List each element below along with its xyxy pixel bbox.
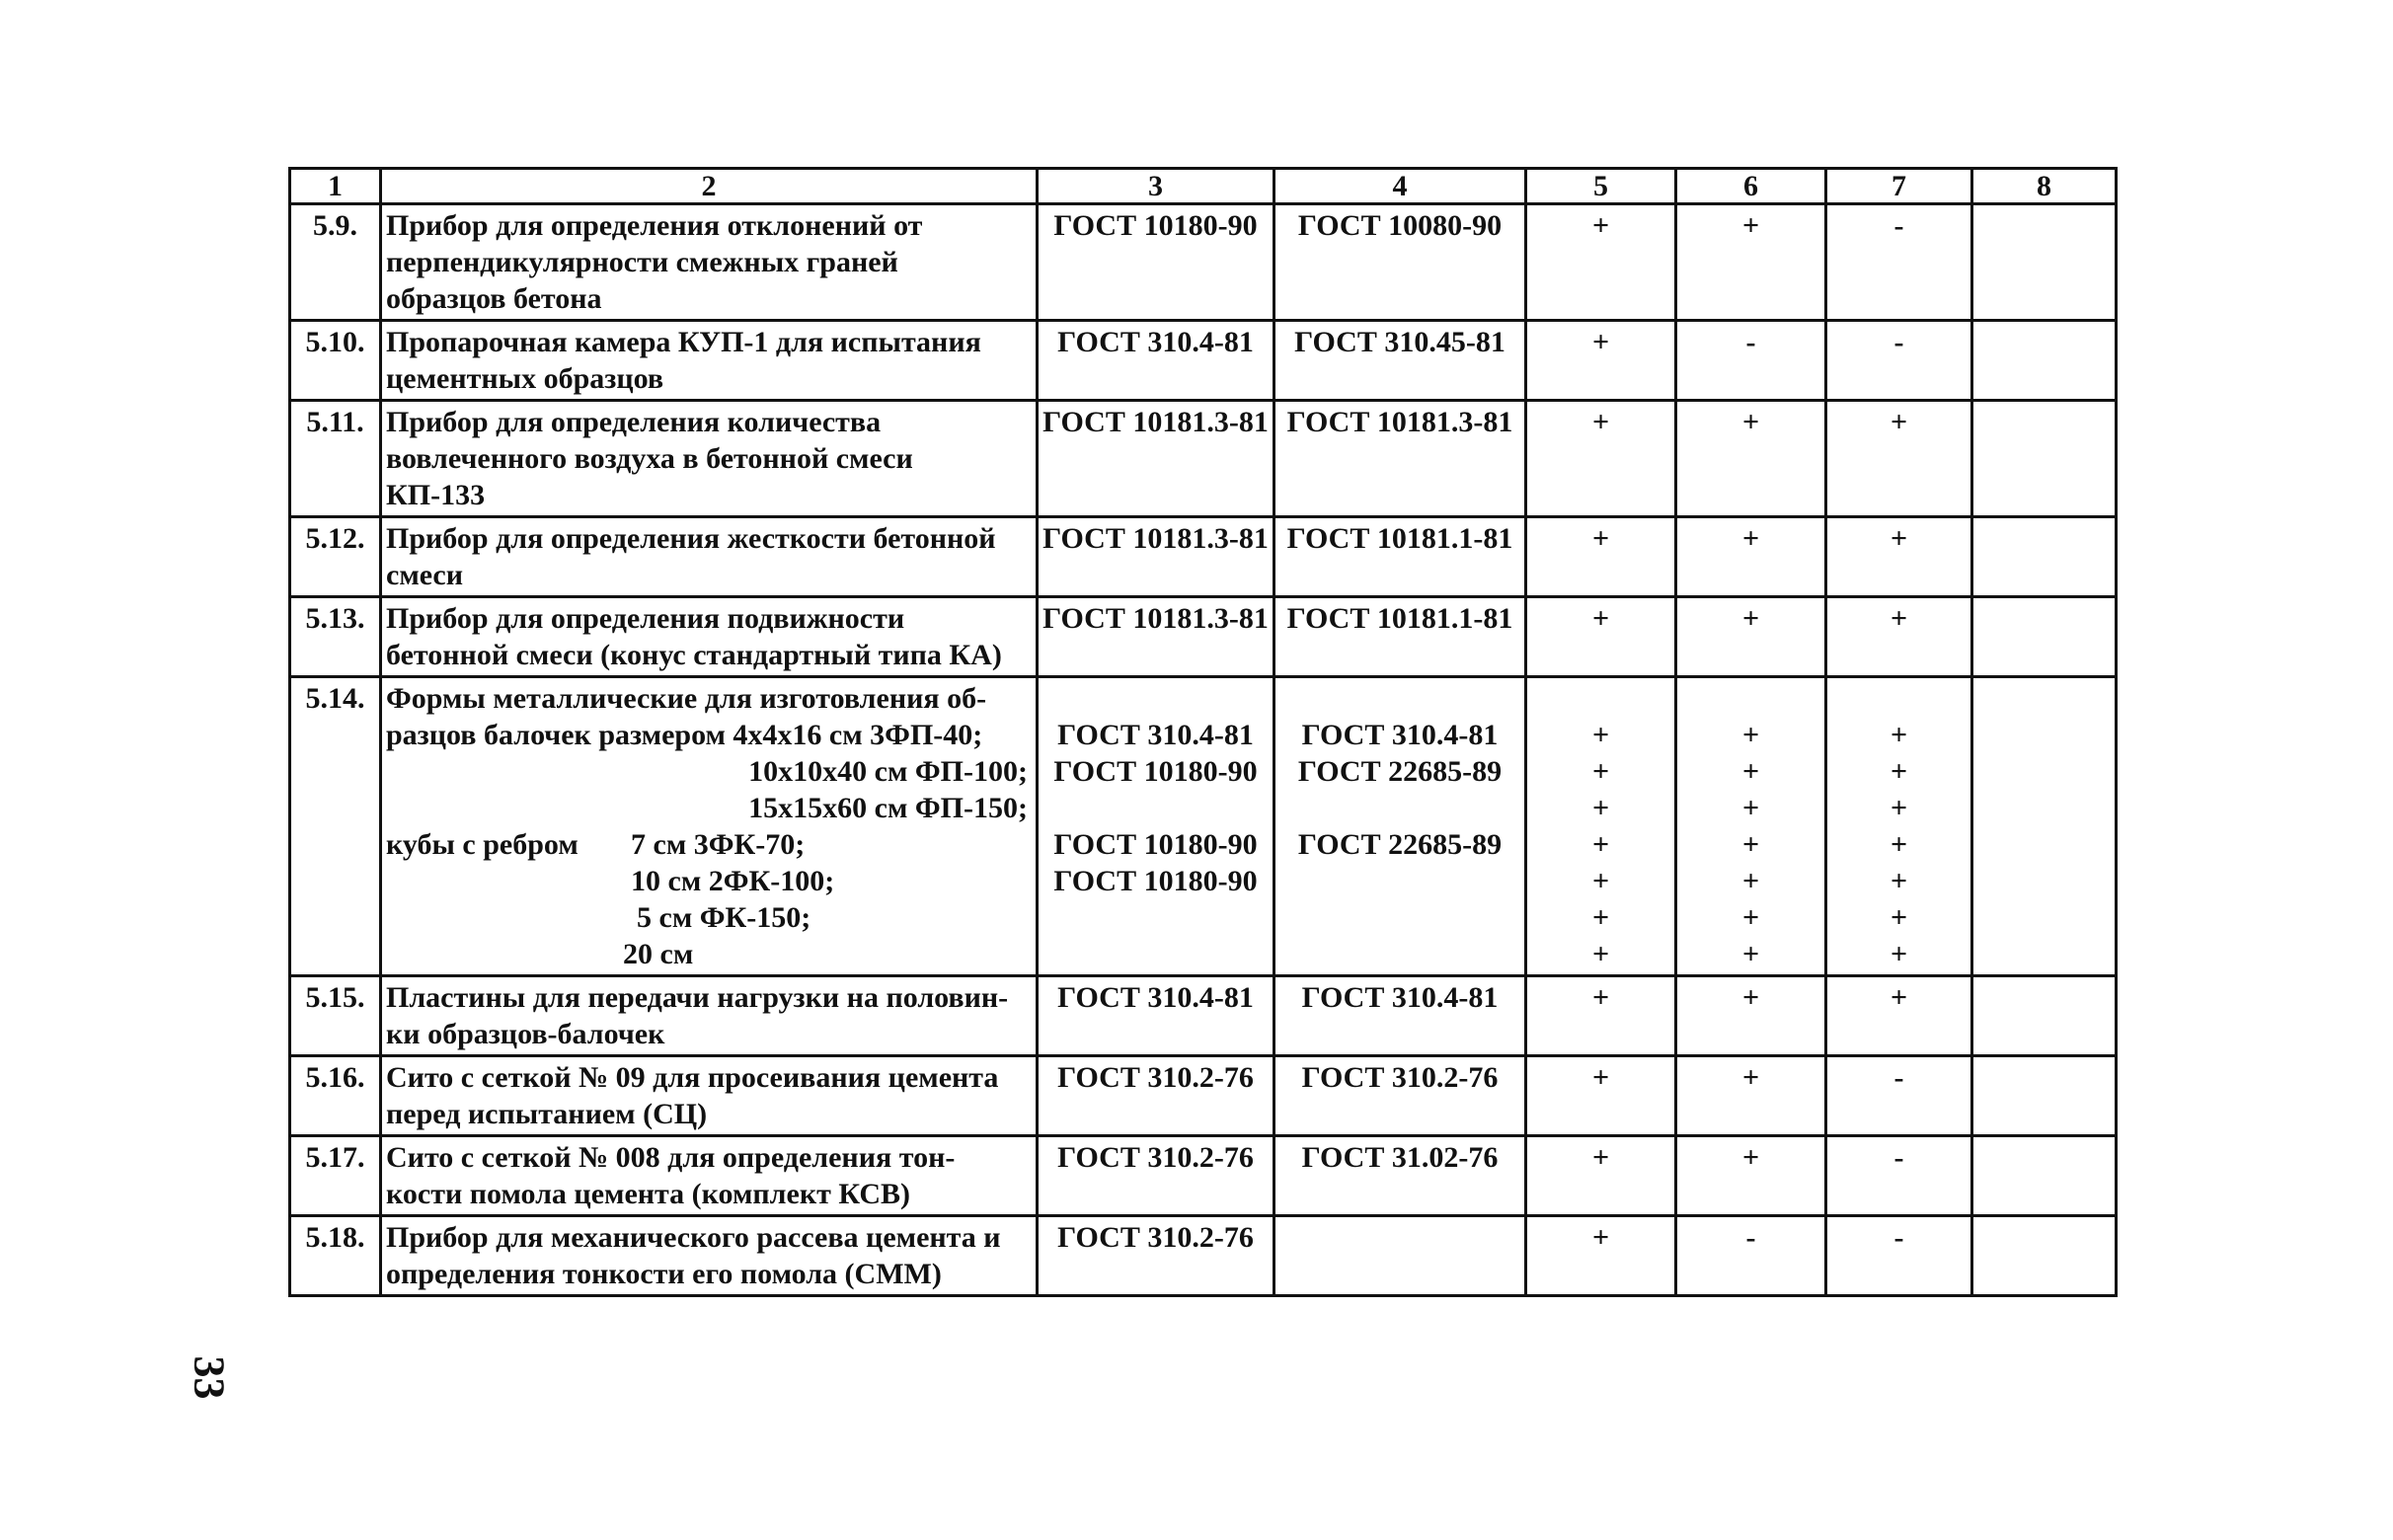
standard-col-3: ГОСТ 310.4-81 [1038,976,1274,1056]
mark-col-8 [1972,204,2117,321]
item-description: Сито с сеткой № 09 для просеивания цемента перед испытанием (СЦ) [381,1056,1038,1136]
mark-col-7: - [1826,321,1972,401]
item-description: Прибор для определения отклонений от перпендикулярности смежных граней образцов бетона [381,204,1038,321]
table-row [290,321,2117,401]
item-number: 5.12. [290,517,381,597]
standard-col-3: ГОСТ 10181.3-81 [1038,517,1274,597]
item-number: 5.16. [290,1056,381,1136]
standard-col-4 [1274,1216,1526,1296]
mark-col-8 [1972,321,2117,401]
mark-col-6: + [1676,597,1826,677]
description-line [386,863,1033,899]
standard-col-3: ГОСТ 10180-90 [1038,204,1274,321]
mark-col-6: + [1676,517,1826,597]
mark-col-8 [1972,1056,2117,1136]
standard-col-3: ГОСТ 310.2-76 [1038,1216,1274,1296]
item-description: Пропарочная камера КУП-1 для испытания цементных образцов [381,321,1038,401]
mark-col-7: + [1826,401,1972,517]
standard-col-3: ГОСТ 310.2-76 [1038,1136,1274,1216]
table-row [290,677,2117,976]
header-col-4: 4 [1274,169,1526,204]
mark-col-5: + [1526,1216,1676,1296]
mark-col-6: + [1676,1056,1826,1136]
standard-col-4: ГОСТ 310.2-76 [1274,1056,1526,1136]
size-spec: 10x10x40 см ФП-100; [748,755,1028,788]
mark-col-8 [1972,1136,2117,1216]
mark-col-8 [1972,1216,2117,1296]
item-description: Сито с сеткой № 008 для определения тон- кости помола цемента (комплект КСВ) [381,1136,1038,1216]
item-number: 5.13. [290,597,381,677]
mark-col-8 [1972,517,2117,597]
table-row [290,976,2117,1056]
size-spec: 5 см ФК-150; [637,901,811,934]
item-description: Пластины для передачи нагрузки на половин- ки образцов-балочек [381,976,1038,1056]
item-number: 5.15. [290,976,381,1056]
item-description: Прибор для определения количества вовлеченного воздуха в бетонной смеси КП-133 [381,401,1038,517]
table-row [290,204,2117,321]
mark-col-6: + [1676,204,1826,321]
size-spec: 20 см [623,938,694,970]
cubes-label: кубы с ребром [386,828,579,861]
mark-col-6: + [1676,976,1826,1056]
mark-col-5: + [1526,401,1676,517]
size-spec: 15x15x60 см ФП-150; [748,792,1028,824]
header-col-2: 2 [381,169,1038,204]
item-description: Прибор для определения жесткости бетонной смеси [381,517,1038,597]
standard-col-4: ГОСТ 10181.1-81 [1274,597,1526,677]
description-line [386,899,1033,936]
standard-col-4: ГОСТ 10181.3-81 [1274,401,1526,517]
header-col-7: 7 [1826,169,1972,204]
mark-col-7: + + + + + + + [1826,677,1972,976]
mark-col-7: + [1826,517,1972,597]
description-line: Формы металлические для изготовления об- [386,682,987,715]
mark-col-7: - [1826,204,1972,321]
standard-col-3: ГОСТ 10181.3-81 [1038,597,1274,677]
mark-col-8 [1972,597,2117,677]
mark-col-7: + [1826,597,1972,677]
item-number: 5.9. [290,204,381,321]
description-line: разцов балочек размером 4x4x16 см 3ФП-40; [386,719,983,751]
standard-col-4: ГОСТ 310.4-81 ГОСТ 22685-89 ГОСТ 22685-89 [1274,677,1526,976]
standard-col-4: ГОСТ 310.4-81 [1274,976,1526,1056]
mark-col-5: + [1526,204,1676,321]
item-description: Прибор для определения подвижности бетонной смеси (конус стандартный типа КА) [381,597,1038,677]
description-line [386,753,1033,790]
page-number: 33 [185,1355,234,1400]
header-col-8: 8 [1972,169,2117,204]
mark-col-8 [1972,401,2117,517]
item-number: 5.10. [290,321,381,401]
header-col-5: 5 [1526,169,1676,204]
mark-col-6: + + + + + + + [1676,677,1826,976]
item-number: 5.18. [290,1216,381,1296]
mark-col-5: + [1526,597,1676,677]
mark-col-6: + [1676,401,1826,517]
table-row [290,517,2117,597]
mark-col-7: + [1826,976,1972,1056]
description-line [386,790,1033,826]
item-number: 5.14. [290,677,381,976]
table-row [290,597,2117,677]
description-line [386,936,1033,972]
table-row [290,401,2117,517]
mark-col-8 [1972,976,2117,1056]
table-row [290,1216,2117,1296]
mark-col-7: - [1826,1136,1972,1216]
standard-col-4: ГОСТ 10181.1-81 [1274,517,1526,597]
header-col-6: 6 [1676,169,1826,204]
table-row [290,1056,2117,1136]
mark-col-6: + [1676,1136,1826,1216]
table-header-row [290,169,2117,204]
mark-col-6: - [1676,1216,1826,1296]
size-spec: 7 см 3ФК-70; [631,828,806,861]
standard-col-4: ГОСТ 310.45-81 [1274,321,1526,401]
header-col-1: 1 [290,169,381,204]
item-number: 5.17. [290,1136,381,1216]
mark-col-5: + + + + + + + [1526,677,1676,976]
mark-col-7: - [1826,1216,1972,1296]
standard-col-3: ГОСТ 310.4-81 ГОСТ 10180-90 ГОСТ 10180-90 ГОСТ 10180-90 [1038,677,1274,976]
table-body [290,169,2117,1296]
mark-col-7: - [1826,1056,1972,1136]
mark-col-5: + [1526,1136,1676,1216]
item-description [381,677,1038,976]
item-number: 5.11. [290,401,381,517]
standard-col-3: ГОСТ 310.2-76 [1038,1056,1274,1136]
description-line [386,826,1033,863]
mark-col-8 [1972,677,2117,976]
header-col-3: 3 [1038,169,1274,204]
standard-col-4: ГОСТ 31.02-76 [1274,1136,1526,1216]
description-lines [386,680,1033,972]
standard-col-4: ГОСТ 10080-90 [1274,204,1526,321]
item-description: Прибор для механического рассева цемента и определения тонкости его помола (СММ) [381,1216,1038,1296]
mark-col-5: + [1526,976,1676,1056]
mark-col-5: + [1526,517,1676,597]
mark-col-5: + [1526,321,1676,401]
size-spec: 10 см 2ФК-100; [631,865,835,897]
table-row [290,1136,2117,1216]
standard-col-3: ГОСТ 310.4-81 [1038,321,1274,401]
mark-col-5: + [1526,1056,1676,1136]
mark-col-6: - [1676,321,1826,401]
equipment-table [288,167,2118,1297]
standard-col-3: ГОСТ 10181.3-81 [1038,401,1274,517]
